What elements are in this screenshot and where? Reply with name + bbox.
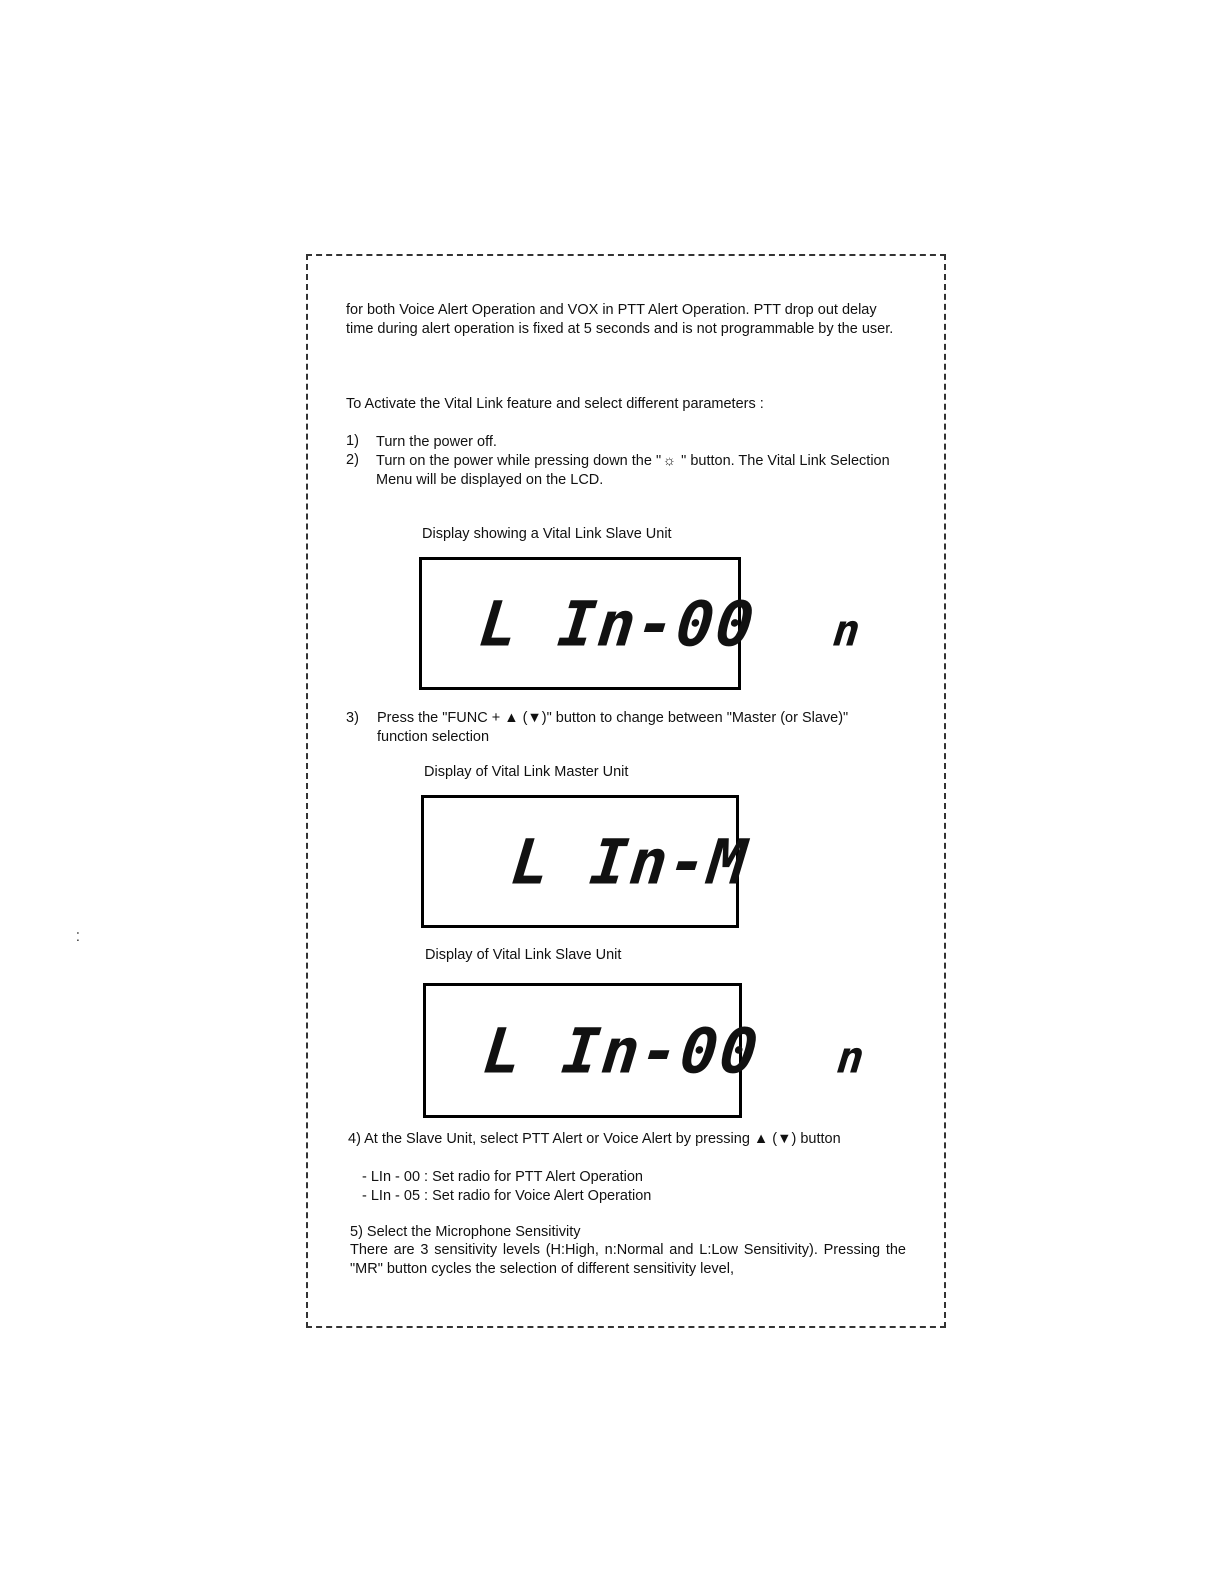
scan-speck: ⁚ [76,930,80,944]
activate-heading: To Activate the Vital Link feature and select different parameters : [346,396,764,412]
step-2-text-after: " button. The Vital Link Selection Menu will be displayed on the LCD. [376,453,890,488]
intro-paragraph: for both Voice Alert Operation and VOX in PTT Alert Operation. PTT drop out delay time during alert operation is fixed at 5 seconds and is not programmable by the user. [346,302,894,337]
lcd-display-slave-1-text [476,587,866,660]
lcd-display-slave-2-text [480,1014,870,1087]
display-1-caption: Display showing a Vital Link Slave Unit [422,526,672,542]
step-3-number: 3) [346,710,359,726]
step-5-title: 5) Select the Microphone Sensitivity [350,1224,581,1240]
manual-page-border [306,254,946,1328]
step-5-body: There are 3 sensitivity levels (H:High, n:Normal and L:Low Sensitivity). Pressing the "MR" button cycles the selection of different sensitivity level, [350,1242,906,1277]
option-ptt-alert: - LIn - 00 : Set radio for PTT Alert Operation [362,1169,644,1185]
option-voice-alert: - LIn - 05 : Set radio for Voice Alert Operation [362,1188,652,1204]
light-icon: ☼ [662,453,676,469]
step-2-number: 2) [346,452,359,468]
lcd-display-slave-1 [419,557,865,690]
lcd-main-text: L In-00 [476,587,760,660]
lcd-main-text: L In-M [508,825,752,898]
step-2-text-before: Turn on the power while pressing down the " [376,453,662,469]
step-1-number: 1) [346,433,359,449]
display-2-caption: Display of Vital Link Master Unit [424,764,629,780]
lcd-suffix-text: n [834,1032,869,1083]
lcd-suffix-text: n [830,605,865,656]
step-2-text [376,452,904,490]
step-4-text: 4) At the Slave Unit, select PTT Alert or Voice Alert by pressing ▲ (▼) button [348,1131,841,1147]
lcd-display-master [421,795,752,928]
lcd-display-slave-2 [423,983,869,1118]
step-1-text: Turn the power off. [376,434,497,450]
lcd-main-text: L In-00 [480,1014,764,1087]
lcd-display-master-text [508,825,752,898]
step-3-text: Press the "FUNC + ▲ (▼)" button to change between "Master (or Slave)" function selection [377,710,849,745]
display-3-caption: Display of Vital Link Slave Unit [425,947,622,963]
